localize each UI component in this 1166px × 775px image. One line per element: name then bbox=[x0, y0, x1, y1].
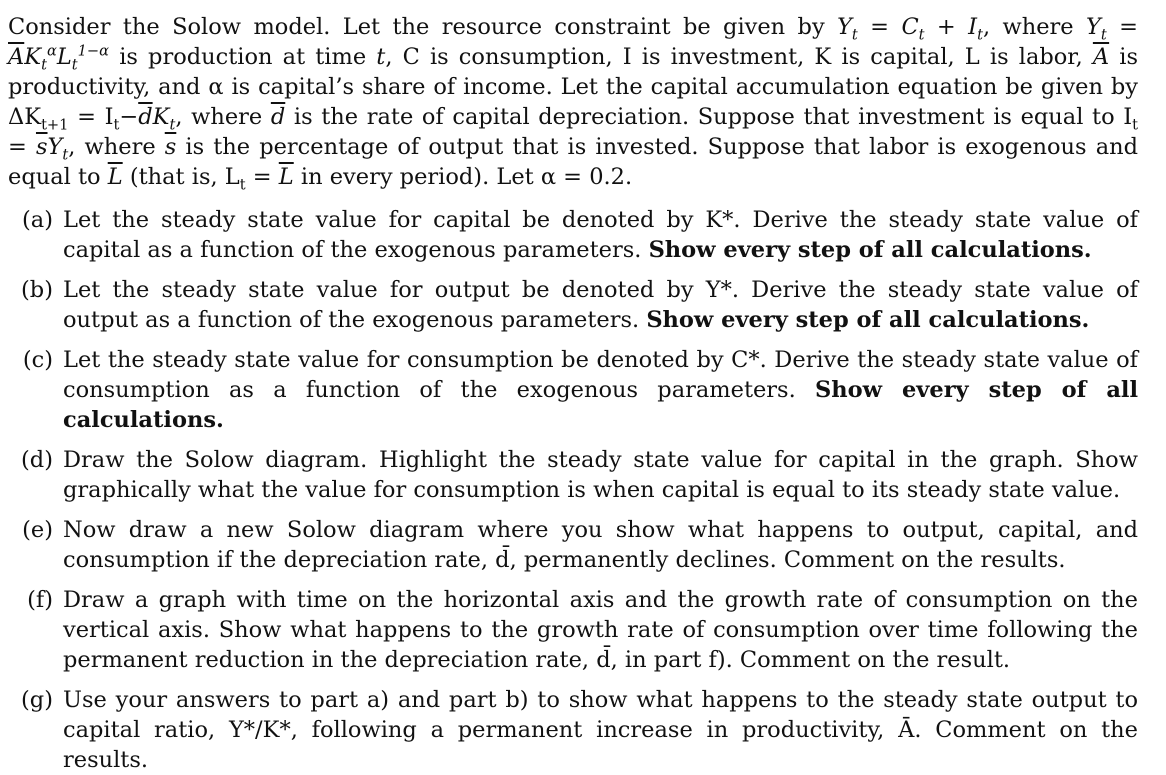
question-part bbox=[8, 275, 1138, 335]
question-part bbox=[8, 345, 1138, 435]
question-part bbox=[8, 515, 1138, 575]
question-part bbox=[8, 205, 1138, 265]
part-text: Now draw a new Solow diagram where you show what happens to output, capital, and consumption if the depreciation rate, d̄, permanently declines. Comment on the results. bbox=[63, 517, 1138, 573]
part-bold-text: Show every step of all calculations. bbox=[63, 377, 1138, 433]
part-label: (c) bbox=[22, 347, 53, 373]
intro-paragraph: Consider the Solow model. Let the resource constraint be given by $Y_t = C_t + I_t$, where $Y_t = \overline{A}K_t^\alpha L_t^{1-\alpha}$ is production at time t, C is consumption, I is investment, K is capital, L is labor, $\overline{A}$ is productivity, and α is capital’s share of income. Let the capital accumulation equation be given by $\Delta K_{t+1} = I_t-\overline{d}K_t$, where $\overline{d}$ is the rate of capital depreciation. Suppose that investment is equal to $I_t = \overline{s}Y_t$, where $\overline{s}$ is the percentage of output that is invested. Suppose that labor is exogenous and equal to $\overline{L}$ (that is, $L_t = \overline{L}$ in every period). Let α = 0.2. bbox=[8, 14, 1139, 194]
part-label: (f) bbox=[27, 587, 53, 613]
question-part bbox=[8, 685, 1138, 775]
part-label: (d) bbox=[21, 447, 53, 473]
part-label: (b) bbox=[21, 277, 53, 303]
question-part bbox=[8, 445, 1138, 505]
part-text: Let the steady state value for consumption be denoted by C*. Derive the steady state value of consumption as a function of the exogenous parameters. bbox=[63, 347, 1138, 403]
part-text: Use your answers to part a) and part b) to show what happens to the steady state output to capital ratio, Y*/K*, following a permanent increase in productivity, Ā. Comment on the results. bbox=[63, 687, 1138, 773]
part-text: Draw a graph with time on the horizontal axis and the growth rate of consumption on the vertical axis. Show what happens to the growth rate of consumption over time following the permanent reduction in the depreciation rate, d̄, in part f). Comment on the result. bbox=[63, 587, 1138, 673]
part-bold-text: Show every step of all calculations. bbox=[648, 237, 1092, 263]
part-text: Draw the Solow diagram. Highlight the steady state value for capital in the graph. Show graphically what the value for consumption is when capital is equal to its steady state value. bbox=[63, 447, 1138, 503]
question-part bbox=[8, 585, 1138, 675]
part-bold-text: Show every step of all calculations. bbox=[646, 307, 1090, 333]
part-label: (a) bbox=[22, 207, 53, 233]
part-text: Let the steady state value for output be denoted by Y*. Derive the steady state value of output as a function of the exogenous parameters. bbox=[63, 277, 1138, 333]
part-label: (g) bbox=[21, 687, 53, 713]
question-parts-list bbox=[8, 205, 1138, 775]
part-label: (e) bbox=[22, 517, 53, 543]
part-text: Let the steady state value for capital be denoted by K*. Derive the steady state value of capital as a function of the exogenous parameters. bbox=[63, 207, 1138, 263]
